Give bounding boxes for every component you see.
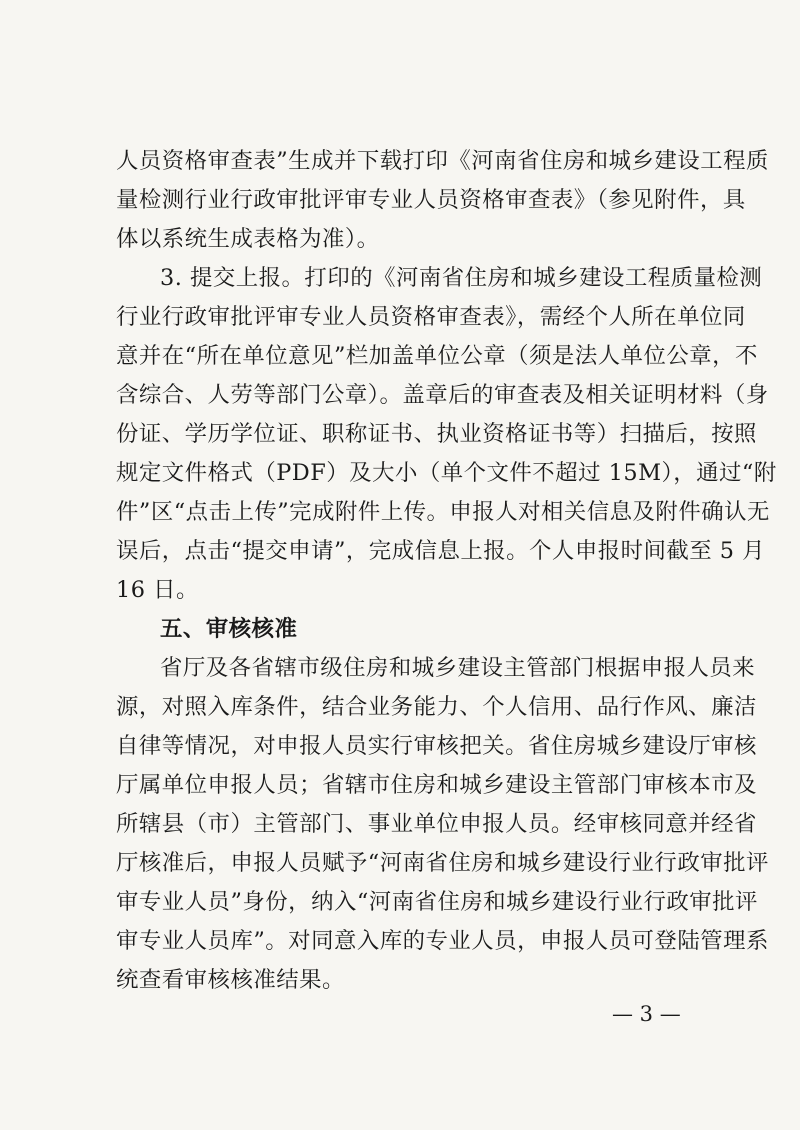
text-line: 厅核准后，申报人员赋予“河南省住房和城乡建设行业行政审批评 — [116, 850, 769, 876]
text-line: 误后，点击“提交申请”，完成信息上报。个人申报时间截至 5 月 — [116, 538, 766, 564]
page-number: — 3 — — [612, 1002, 681, 1026]
text-line: 含综合、人劳等部门公章）。盖章后的审查表及相关证明材料（身 — [116, 382, 769, 408]
text-line: 意并在“所在单位意见”栏加盖单位公章（须是法人单位公章，不 — [116, 343, 758, 369]
text-line: 16 日。 — [116, 577, 199, 603]
text-line: 人员资格审查表”生成并下载打印《河南省住房和城乡建设工程质 — [116, 148, 769, 174]
text-line: 源，对照入库条件，结合业务能力、个人信用、品行作风、廉洁 — [116, 694, 757, 720]
text-line: 3. 提交上报。打印的《河南省住房和城乡建设工程质量检测 — [160, 265, 763, 291]
text-line: 省厅及各省辖市级住房和城乡建设主管部门根据申报人员来 — [160, 655, 756, 681]
text-line: 规定文件格式（PDF）及大小（单个文件不超过 15M），通过“附 — [116, 460, 777, 486]
text-line: 行业行政审批评审专业人员资格审查表》，需经个人所在单位同 — [116, 304, 746, 330]
text-line: 审专业人员”身份，纳入“河南省住房和城乡建设行业行政审批评 — [116, 889, 758, 915]
text-line: 份证、学历学位证、职称证书、执业资格证书等）扫描后，按照 — [116, 421, 757, 447]
text-line: 审专业人员库”。对同意入库的专业人员，申报人员可登陆管理系 — [116, 928, 769, 954]
section-heading: 五、审核核准 — [160, 616, 298, 642]
text-line: 件”区“点击上传”完成附件上传。申报人对相关信息及附件确认无 — [116, 499, 770, 525]
text-line: 所辖县（市）主管部门、事业单位申报人员。经审核同意并经省 — [116, 811, 757, 837]
text-line: 统查看审核核准结果。 — [116, 967, 345, 993]
text-line: 量检测行业行政审批评审专业人员资格审查表》（参见附件，具 — [116, 187, 746, 213]
text-line: 体以系统生成表格为准）。 — [116, 226, 380, 252]
text-line: 自律等情况，对申报人员实行审核把关。省住房城乡建设厅审核 — [116, 733, 757, 759]
text-line: 厅属单位申报人员；省辖市住房和城乡建设主管部门审核本市及 — [116, 772, 757, 798]
